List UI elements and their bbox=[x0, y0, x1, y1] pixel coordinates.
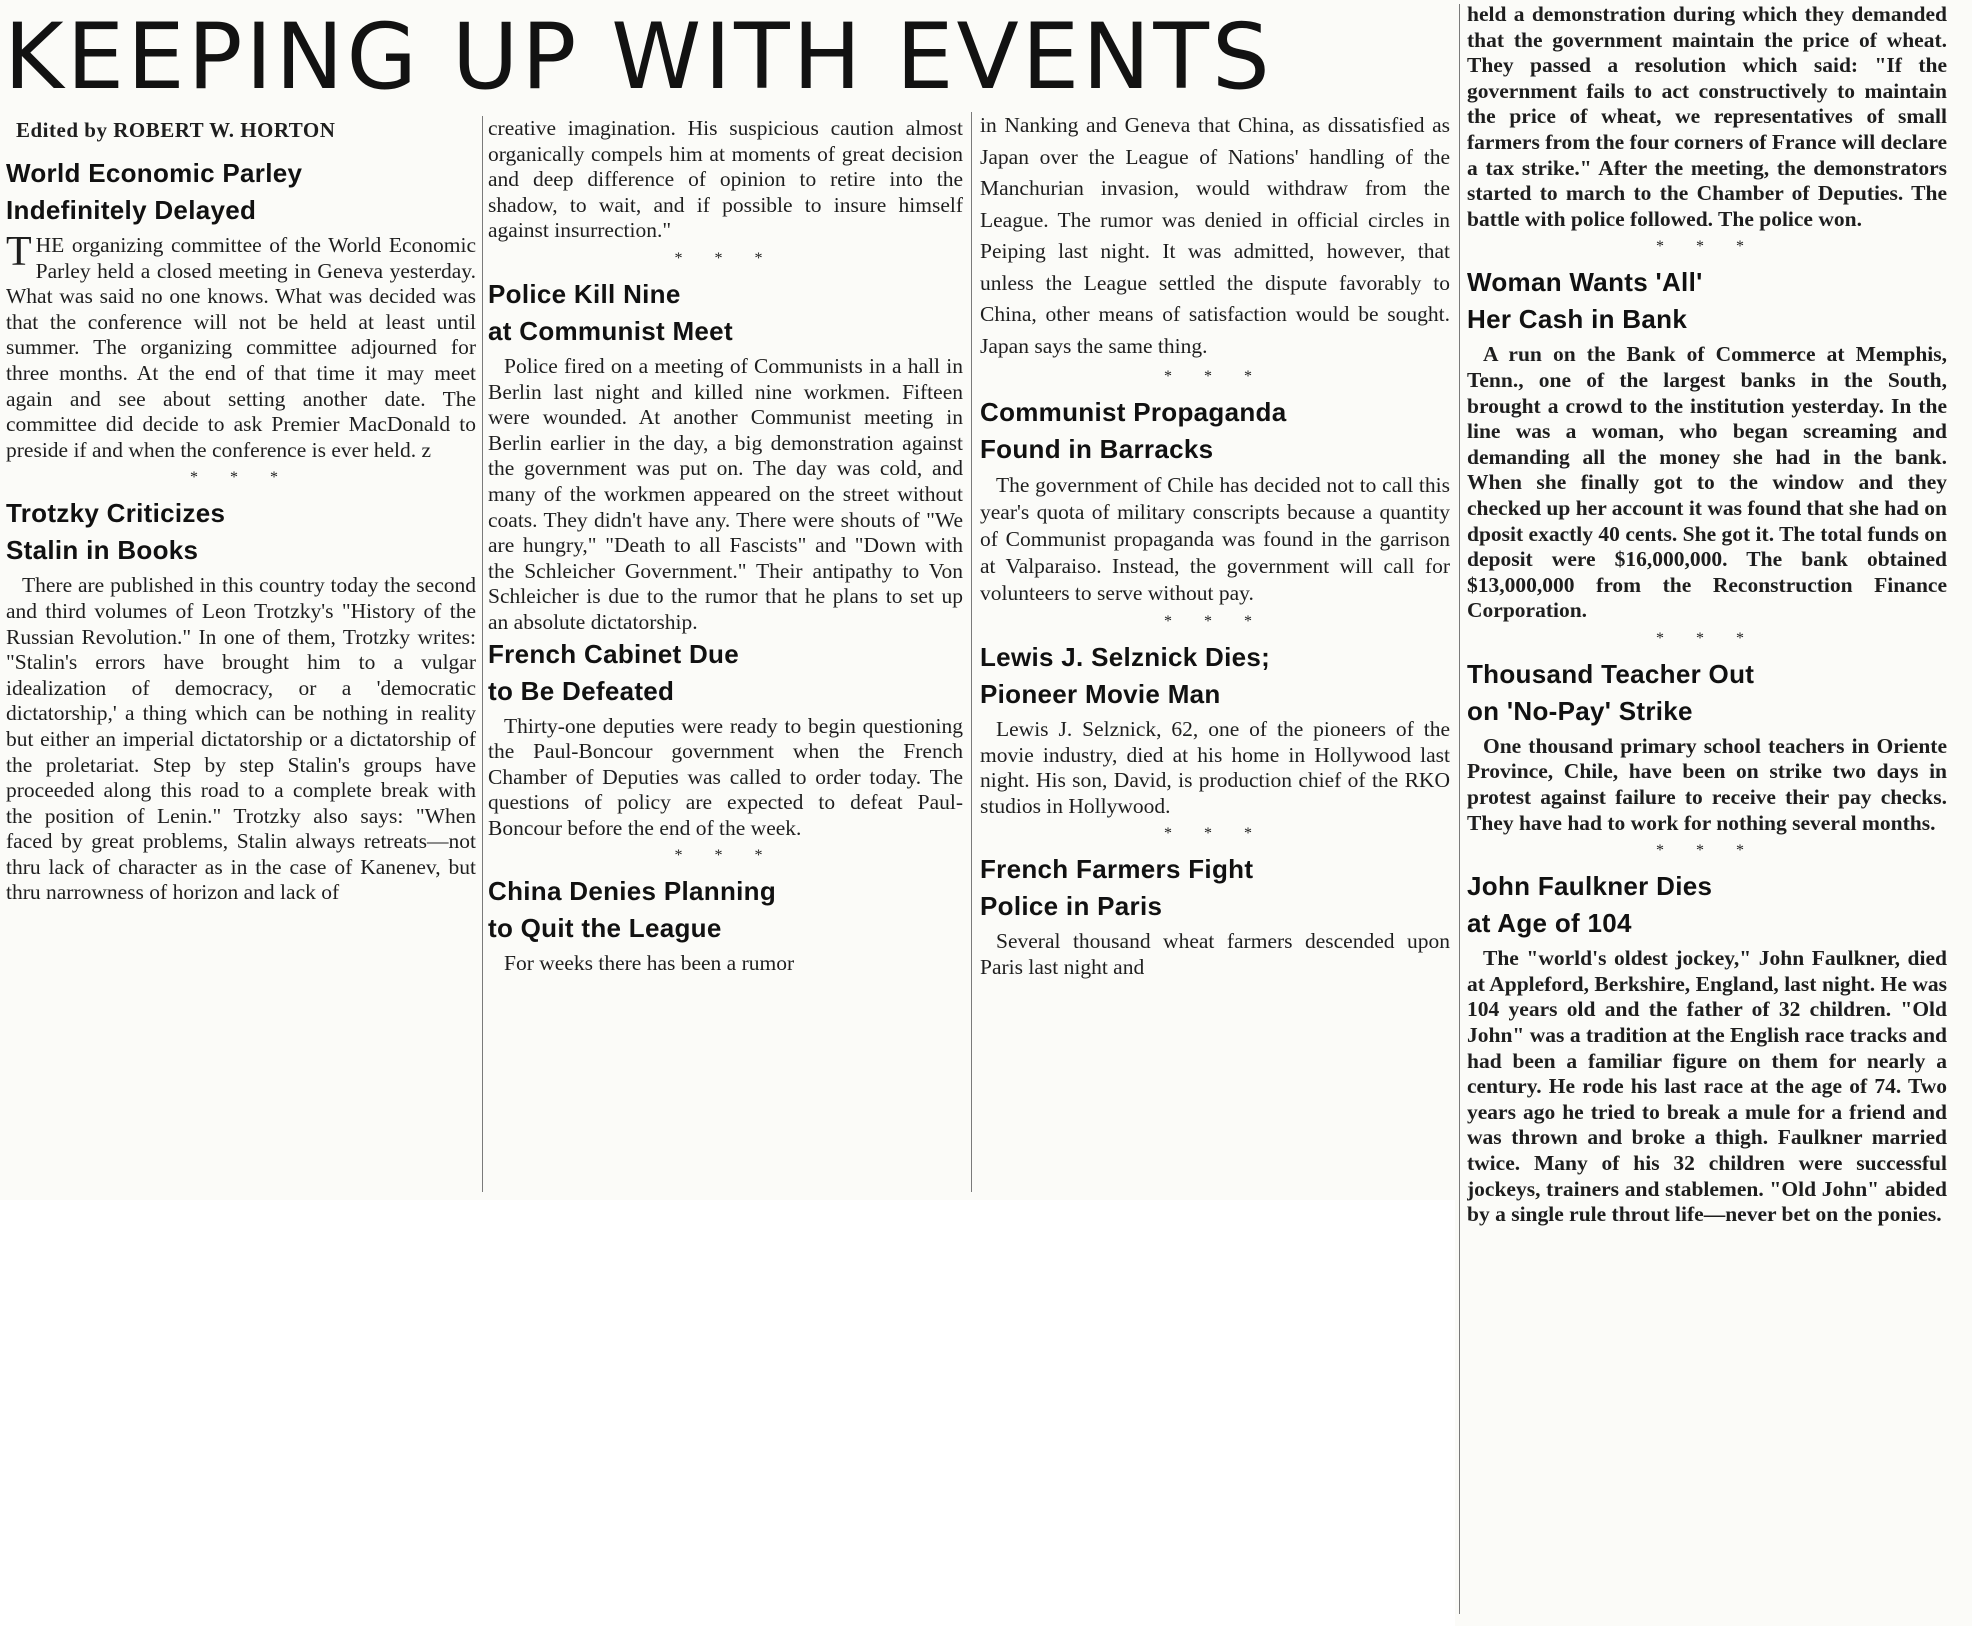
headline: World Economic Parley bbox=[6, 158, 303, 188]
headline: French Farmers Fight bbox=[980, 854, 1254, 885]
article-body: The government of Chile has decided not to call this year's quota of military conscripts because a quantity of Communist propaganda was found in the garrison at Valparaiso. Instead, the government will call for volunteers to serve without pay. bbox=[980, 473, 1450, 605]
article-continuation: in Nanking and Geneva that China, as dissatisfied as Japan over the League of Nations' handling of the Manchurian invasion, would withdraw from the League. The rumor was denied in official circles in Peiping last night. It was admitted, however, that unless the League settled the dispute favorably to China, other means of satisfaction would be sought. Japan says the same thing. bbox=[980, 113, 1450, 358]
article-economic-parley bbox=[6, 155, 476, 463]
section-separator: * * * bbox=[1164, 825, 1266, 843]
article-faulkner bbox=[1467, 868, 1947, 1228]
column-2 bbox=[488, 116, 963, 1196]
article-body: A run on the Bank of Commerce at Memphis, Tenn., one of the largest banks in the South, brought a crowd to the institution yesterday. In the line was a woman, who began screaming and demanding all the money she had in the bank. When she finally got to the window and they checked up her account it was found that she had on dposit exactly 40 cents. She got it. The total funds on deposit were $16,000,000. The bank obtained $13,000,000 from the Reconstruction Finance Corporation. bbox=[1467, 342, 1947, 623]
section-separator: * * * bbox=[1656, 842, 1758, 860]
byline: Edited by ROBERT W. HORTON bbox=[16, 118, 336, 142]
section-separator: * * * bbox=[1656, 238, 1758, 256]
section-separator: * * * bbox=[1164, 613, 1266, 630]
column-3 bbox=[980, 110, 1450, 1196]
article-police-berlin bbox=[488, 276, 963, 636]
headline: Thousand Teacher Out bbox=[1467, 658, 1755, 689]
article-body: Lewis J. Selznick, 62, one of the pioneers of the movie industry, died at his home in Hollywood last night. His son, David, is production chief of the RKO studios in Hollywood. bbox=[980, 717, 1450, 818]
headline: Her Cash in Bank bbox=[1467, 304, 1688, 335]
headline: John Faulkner Dies bbox=[1467, 871, 1713, 902]
article-body: The "world's oldest jockey," John Faulkner, died at Appleford, Berkshire, England, last night. He was 104 years old and the father of 32 children. "Old John" was a tradition at the English race tracks and had been a familiar figure on them for nearly a century. He rode his last race at the age of 74. Two years ago he tried to break a mule for a friend and was thrown and broke a thigh. Faulkner married twice. Many of his 32 children were successful jockeys, trainers and stablemen. "Old John" abided by a single rule throut life—never bet on the ponies. bbox=[1467, 946, 1947, 1227]
article-continuation: held a demonstration during which they demanded that the government maintain the price of wheat. They passed a resolution which said: "If the government fails to act constructively to maintain the price of wheat, we representatives of small farmers from the four corners of France will declare a tax strike." After the meeting, the demonstrators started to march to the Chamber of Deputies. The battle with police followed. The police won. bbox=[1467, 2, 1947, 231]
article-continuation: creative imagination. His suspicious caution almost organically compels him at moments of great decision and deep difference of opinion to retire into the shadow, to wait, and if possible to insure himself against insurrection." bbox=[488, 116, 963, 243]
column-rule bbox=[1459, 4, 1460, 1614]
article-french-cabinet bbox=[488, 636, 963, 842]
headline: Trotzky Criticizes bbox=[6, 498, 226, 529]
column-1 bbox=[6, 116, 476, 1196]
article-selznick bbox=[980, 639, 1450, 819]
article-body: For weeks there has been a rumor bbox=[504, 951, 795, 976]
headline: Police Kill Nine bbox=[488, 278, 681, 309]
drop-cap: T bbox=[6, 229, 32, 275]
article-body: Thirty-one deputies were ready to begin questioning the Paul-Boncour government when the French Chamber of Deputies was called to order today. The questions of policy are expected to defeat Paul-Boncour before the end of the week. bbox=[488, 713, 963, 840]
article-french-farmers bbox=[980, 851, 1450, 980]
headline: Lewis J. Selznick Dies; bbox=[980, 642, 1271, 672]
article-body: Police fired on a meeting of Communists in a hall in Berlin last night and killed nine workmen. Fifteen were wounded. At another Communist meeting in Berlin earlier in the day, a big demonstration against the government was put on. The day was cold, and many of the workmen appeared on the street without coats. They didn't have any. There were shouts of "We are hungry," "Death to all Fascists" and "Down with the Schleicher Government." Their antipathy to Von Schleicher is due to the rumor that he plans to set up an absolute dictatorship. bbox=[488, 353, 963, 634]
section-separator: * * * bbox=[674, 847, 777, 865]
headline: to Quit the League bbox=[488, 913, 722, 944]
section-separator: * * * bbox=[1656, 629, 1758, 647]
column-rule bbox=[482, 116, 483, 1192]
headline: Woman Wants 'All' bbox=[1467, 267, 1703, 298]
article-bank-run bbox=[1467, 264, 1947, 624]
article-text: HE organizing committee of the World Economic Parley held a closed meeting in Geneva yesterday. What was said no one knows. What was decided was that the conference will not be held at least until summer. The organizing committee adjourned for three months. At the end of that time it may meet again and see about setting another date. The committee did decide to ask Premier MacDonald to preside if and when the conference is ever held. z bbox=[6, 233, 476, 462]
masthead: KEEPING UP WITH EVENTS bbox=[4, 5, 1273, 110]
headline: at Communist Meet bbox=[488, 315, 733, 346]
article-trotzky bbox=[6, 495, 476, 906]
article-body bbox=[6, 229, 476, 463]
column-4 bbox=[1467, 2, 1947, 1622]
headline: Found in Barracks bbox=[980, 434, 1214, 464]
headline: Police in Paris bbox=[980, 891, 1163, 922]
article-china-league bbox=[488, 873, 963, 977]
headline: Communist Propaganda bbox=[980, 397, 1287, 427]
headline: Stalin in Books bbox=[6, 535, 199, 566]
article-body: Several thousand wheat farmers descended upon Paris last night and bbox=[980, 929, 1450, 979]
headline: to Be Defeated bbox=[488, 675, 675, 706]
article-body: There are published in this country today the second and third volumes of Leon Trotzky's "History of the Russian Revolution." In one of them, Trotzky writes: "Stalin's errors have brought him to a vulgar idealization of democracy, or a 'democratic dictatorship,' a thing which can be nothing in reality but either an imperial dictatorship or a dictatorship of the proletariat. Step by step Stalin's groups have proceeded along this road to a complete break with the position of Lenin." Trotzky also says: "When faced by great problems, Stalin always retreats—not thru lack of character as in the case of Kanenev, but thru narrowness of horizon and lack of bbox=[6, 573, 476, 905]
headline: Indefinitely Delayed bbox=[6, 195, 257, 225]
article-teachers-strike bbox=[1467, 656, 1947, 836]
headline: on 'No-Pay' Strike bbox=[1467, 695, 1693, 726]
section-separator: * * * bbox=[674, 249, 777, 267]
headline: French Cabinet Due bbox=[488, 638, 739, 669]
article-body: One thousand primary school teachers in Oriente Province, Chile, have been on strike two days in protest against failure to receive their pay checks. They have had to work for nothing several months. bbox=[1467, 733, 1947, 835]
article-communist-propaganda bbox=[980, 394, 1450, 607]
section-separator: * * * bbox=[1164, 368, 1266, 385]
column-rule bbox=[971, 112, 972, 1192]
headline: at Age of 104 bbox=[1467, 908, 1632, 939]
headline: China Denies Planning bbox=[488, 876, 777, 907]
section-separator: * * * bbox=[190, 469, 292, 487]
headline: Pioneer Movie Man bbox=[980, 679, 1221, 709]
